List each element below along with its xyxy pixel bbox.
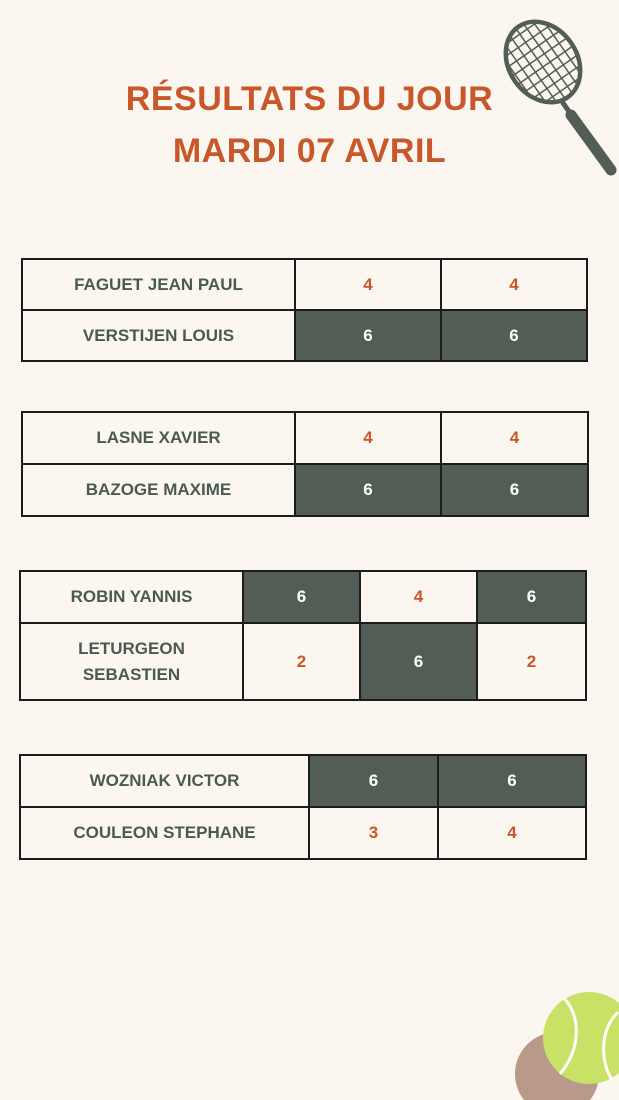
set-score-winner: 6 <box>295 464 441 516</box>
match-table <box>19 754 587 860</box>
set-score: 4 <box>438 807 586 859</box>
player-name: BAZOGE MAXIME <box>22 464 295 516</box>
page-title: RÉSULTATS DU JOUR <box>125 80 494 118</box>
table-row <box>22 412 588 464</box>
tennis-racket-icon <box>495 10 619 178</box>
set-score-winner: 6 <box>243 571 360 623</box>
set-score-winner: 6 <box>441 310 587 361</box>
player-name: COULEON STEPHANE <box>20 807 309 859</box>
set-score: 2 <box>243 623 360 700</box>
match-table <box>21 411 589 517</box>
player-name: ROBIN YANNIS <box>20 571 243 623</box>
player-name: LASNE XAVIER <box>22 412 295 464</box>
player-name: LETURGEON SEBASTIEN <box>20 623 243 700</box>
set-score: 4 <box>441 259 587 310</box>
table-row <box>22 464 588 516</box>
set-score: 3 <box>309 807 438 859</box>
tennis-ball-icon <box>500 990 619 1100</box>
table-row <box>20 755 586 807</box>
player-name: FAGUET JEAN PAUL <box>22 259 295 310</box>
set-score-winner: 6 <box>309 755 438 807</box>
set-score-winner: 6 <box>477 571 586 623</box>
table-row <box>20 623 586 700</box>
player-name: WOZNIAK VICTOR <box>20 755 309 807</box>
table-row <box>20 807 586 859</box>
page-date: MARDI 07 AVRIL <box>172 132 447 170</box>
set-score: 4 <box>441 412 588 464</box>
table-row <box>20 571 586 623</box>
set-score: 4 <box>295 259 441 310</box>
match-table <box>19 570 587 701</box>
player-name: VERSTIJEN LOUIS <box>22 310 295 361</box>
table-row <box>22 310 587 361</box>
set-score-winner: 6 <box>360 623 477 700</box>
set-score-winner: 6 <box>441 464 588 516</box>
table-row <box>22 259 587 310</box>
set-score-winner: 6 <box>438 755 586 807</box>
set-score-winner: 6 <box>295 310 441 361</box>
set-score: 4 <box>360 571 477 623</box>
match-table <box>21 258 588 362</box>
set-score: 4 <box>295 412 441 464</box>
set-score: 2 <box>477 623 586 700</box>
